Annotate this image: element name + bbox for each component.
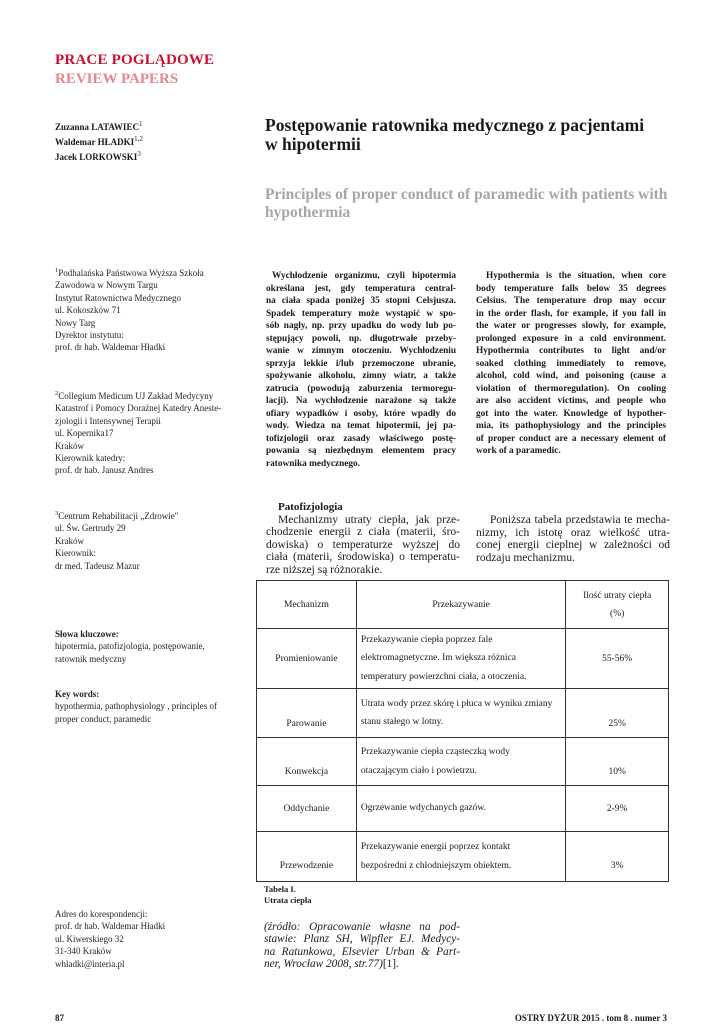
author: Zuzanna LATAWIEC$^1$ [55, 120, 143, 132]
table-row: Przewodzenie Przekazywanie energii poprzez kontakt bezpośredni z chłodniejszym obiektem. 3% [257, 832, 669, 882]
table-row: Konwekcja Przekazywanie ciepła cząsteczką wody otaczającym ciało i powietrzu. 10% [257, 738, 669, 786]
table-row: Oddychanie Ogrzewanie wdychanych gazów. 2-9% [257, 786, 669, 832]
journal-footer: OSTRY DYŻUR 2015 . tom 8 . numer 3 [514, 1013, 667, 1023]
article-title-pl: Postępowanie ratownika medycznego z pacjentami w hipotermii [265, 115, 645, 154]
section-title-pl: PRACE POGLĄDOWE [55, 52, 215, 68]
keywords-pl: Słowa kluczowe: hipotermia, patofizjologia, postępowanie, ratownik medyczny [55, 629, 205, 664]
author: Jacek LORKOWSKI$^3$ [55, 150, 141, 162]
header-transfer: Przekazywanie [356, 581, 565, 629]
table-intro-paragraph: Poniższa tabela przedstawia te mecha- nizmy, ich istotę oraz wielkość utra- conej energii cieplnej w zależności od rodzaju mechanizmu. [476, 514, 670, 564]
affiliation-1: $^1$Podhalańska Państwowa Wyższa Szkoła Zawodowa w Nowym Targu Instytut Ratownictwa Medycznego ul. Kokoszków 71 Nowy Targ Dyrektor instytutu: prof. dr hab. Waldemar Hładki [55, 267, 204, 353]
abstract-pl: Wychłodzenie organizmu, czyli hipotermia określana jest, gdy temperatura central- na ciała spada poniżej 35 stopni Celsjusza. Spadek temperatury może wystąpić w spo- sób nagły, np. przy upadku do wody lub po- stępujący powoli, np. długotrwałe przeby- wanie w zimnym otoczeniu. Wychłodzeniu sprzyja lekkie i/lub przemoczone ubranie, spożywanie alkoholu, zimny wiatr, a także zatrucia (powodują zaburzenia termoregu- lacji). Na wychłodzenie narażone są także ofiary wypadków i osoby, które wpadły do wody. Wiedza na temat hipotermii, jej pa- tofizjologii oraz zasady właściwego postę- powania są niezbędnym elementem pracy ratownika medycznego. [266, 271, 456, 469]
affiliation-2: $^2$Collegium Medicum UJ Zakład Medycyny Katastrof i Pomocy Doraźnej Katedry Aneste- zjologii i Intensywnej Terapii ul. Kopernika17 Kraków Kierownik katedry: prof. dr hab. Janusz Andres [55, 390, 222, 476]
heat-loss-table [256, 580, 669, 882]
section-heading: Patofizjologia [278, 501, 343, 513]
section-title-en: REVIEW PAPERS [55, 71, 179, 87]
header-loss: Ilość utraty ciepła (%) [566, 581, 669, 629]
abstract-en: Hypothermia is the situation, when core body temperature falls below 35 degrees Celsius. The temperature drop may occur in the order flash, for example, if you fall in the water or progresses slowly, for example, prolonged exposure in a cold environment. Hypothermia contributes to light and/or soaked clothing immediately to remove, alcohol, cold wind, and poisoning (cause a violation of thermoregulation). On cooling are also accident victims, and people who got into the water. Knowledge of hypother- mia, its pathophysiology and the principles of proper conduct are a necessary element of work of a paramedic. [476, 271, 666, 456]
table-caption: Tabela I. Utrata ciepła [264, 884, 312, 905]
article-title-en: Principles of proper conduct of paramedic with patients with hypothermia [265, 186, 668, 221]
table-row: Promieniowanie Przekazywanie ciepła poprzez fale elektromagnetyczne. Im większa różnica temperatury powierzchni ciała, a otoczenia. 55-56% [257, 629, 669, 689]
table-source-note: (źródło: Opracowanie własne na pod- stawie: Planz SH, Wipfler EJ. Medycy- na Ratunkowa, Elsevier Urban & Part- ner, Wrocław 2008, str.77)[1]. [264, 921, 460, 970]
author-list [55, 118, 143, 163]
header-mechanism: Mechanizm [257, 581, 357, 629]
table-header-row [257, 581, 669, 629]
page-number: 87 [55, 1013, 64, 1023]
keywords-en: Key words: hypothermia, pathophysiology , principles of proper conduct, paramedic [55, 689, 217, 724]
correspondence-address: Adres do korespondencji: prof. dr hab. Waldemar Hładki ul. Kiwerskiego 32 31-340 Kraków whladki@interia.pl [55, 909, 166, 969]
affiliation-3: $^3$Centrum Rehabilitacji „Zdrowie" ul. Św. Gertrudy 29 Kraków Kierownik: dr med. Tadeusz Mazur [55, 510, 179, 571]
author: Waldemar HŁADKI$^{1,2}$ [55, 135, 143, 147]
table-row: Parowanie Utrata wody przez skórę i płuca w wyniku zmiany stanu stałego w lotny. 25% [257, 689, 669, 738]
section-patofizjologia: Patofizjologia Mechanizmy utraty ciepła, jak prze- chodzenie energii z ciała (materii, śro- dowiska) o temperaturze wyższej do ciała (materii, środowiska) o temperatu- rze niższej są różnorakie. [266, 501, 460, 576]
